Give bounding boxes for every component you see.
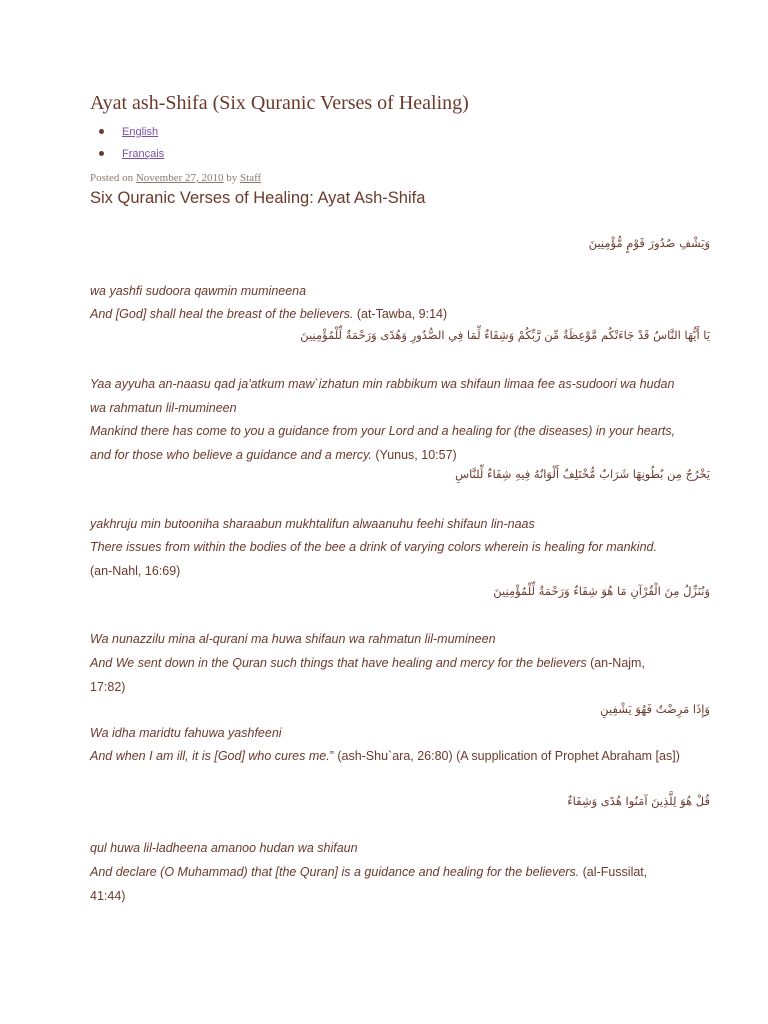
language-list: [90, 122, 164, 166]
verse-translation: [90, 536, 680, 583]
verse-reference: (al-Fussilat, 41:44): [90, 865, 648, 903]
translation-text: And when I am ill, it is [God] who cures me.: [90, 749, 330, 763]
translation-text: There issues from within the bodies of the bee a drink of varying colors wherein is healing for mankind.: [90, 540, 657, 554]
language-link-francais[interactable]: Français: [122, 148, 165, 160]
page-title: Ayat ash-Shifa (Six Quranic Verses of Healing): [90, 92, 469, 114]
verse-transliteration: yakhruju min butooniha sharaabun mukhtalifun alwaanuhu feehi shifaun lin-naas: [90, 517, 535, 531]
translation-text: And We sent down in the Quran such things that have healing and mercy for the believers: [90, 656, 587, 670]
verse-reference: (at-Tawba, 9:14): [353, 307, 448, 321]
verse-transliteration: Wa idha maridtu fahuwa yashfeeni: [90, 726, 282, 740]
verse-transliteration: wa yashfi sudoora qawmin mumineena: [90, 284, 307, 298]
article-subtitle: Six Quranic Verses of Healing: Ayat Ash-Shifa: [90, 189, 426, 207]
verse-translation: [90, 303, 680, 327]
verse-reference: (an-Najm, 17:82): [90, 656, 645, 694]
verse-transliteration: qul huwa lil-ladheena amanoo hudan wa shifaun: [90, 841, 358, 855]
translation-text: And declare (O Muhammad) that [the Quran] is a guidance and healing for the believers.: [90, 865, 580, 879]
verse-arabic: وَيَشْفِ صُدُورَ قَوْمٍ مُّؤْمِنِينَ: [588, 236, 710, 250]
verse-translation: [90, 652, 680, 699]
language-item-english: [90, 122, 164, 144]
verse-reference: (Yunus, 10:57): [371, 447, 457, 462]
language-link-english[interactable]: English: [122, 126, 159, 138]
verse-translation: [90, 861, 680, 908]
verse-transliteration: Wa nunazzilu mina al-qurani ma huwa shifaun wa rahmatun lil-mumineen: [90, 632, 496, 646]
post-date-link[interactable]: November 27, 2010: [135, 172, 224, 184]
author-link[interactable]: Staff: [240, 172, 262, 184]
verse-arabic: وَإِذَا مَرِضْتُ فَهُوَ يَشْفِينِ: [600, 702, 710, 716]
verse-arabic: يَا أَيُّهَا النَّاسُ قَدْ جَاءَتْكُم مَّوْعِظَةٌ مِّن رَّبِّكُمْ وَشِفَاءٌ لِّمَا فِي الصُّدُورِ وَهُدًى وَرَحْمَةٌ لِّلْمُؤْمِنِينَ: [300, 328, 710, 342]
translation-text: Mankind there has come to you a guidance from your Lord and a healing for (the diseases) in your hearts, and for those who believe a guidance and a mercy.: [90, 424, 676, 462]
verse-translation: [90, 420, 680, 467]
post-meta: [90, 172, 261, 184]
verse-arabic: قُلْ هُوَ لِلَّذِينَ آمَنُوا هُدًى وَشِفَاءٌ: [567, 794, 710, 808]
translation-text: And [God] shall heal the breast of the believers.: [90, 307, 354, 321]
language-item-francais: [90, 144, 164, 166]
verse-translation: [90, 745, 680, 769]
verse-arabic: يَخْرُجُ مِن بُطُونِهَا شَرَابٌ مُّخْتَلِفٌ أَلْوَانُهُ فِيهِ شِفَاءٌ لِّلنَّاسِ: [455, 467, 710, 481]
verse-reference: ” (ash-Shu`ara, 26:80) (A supplication of Prophet Abraham [as]): [329, 749, 680, 763]
verse-reference: (an-Nahl, 16:69): [90, 563, 181, 578]
posted-on-label: Posted on: [90, 172, 134, 184]
by-label: by: [226, 172, 238, 184]
verse-arabic: وَنُنَزِّلُ مِنَ الْقُرْآنِ مَا هُوَ شِفَاءٌ وَرَحْمَةٌ لِّلْمُؤْمِنِينَ: [493, 584, 710, 598]
verse-transliteration: Yaa ayyuha an-naasu qad ja'atkum maw`izhatun min rabbikum wa shifaun limaa fee as-sudoori wa hudan wa rahmatun lil-mumineen: [90, 377, 675, 415]
